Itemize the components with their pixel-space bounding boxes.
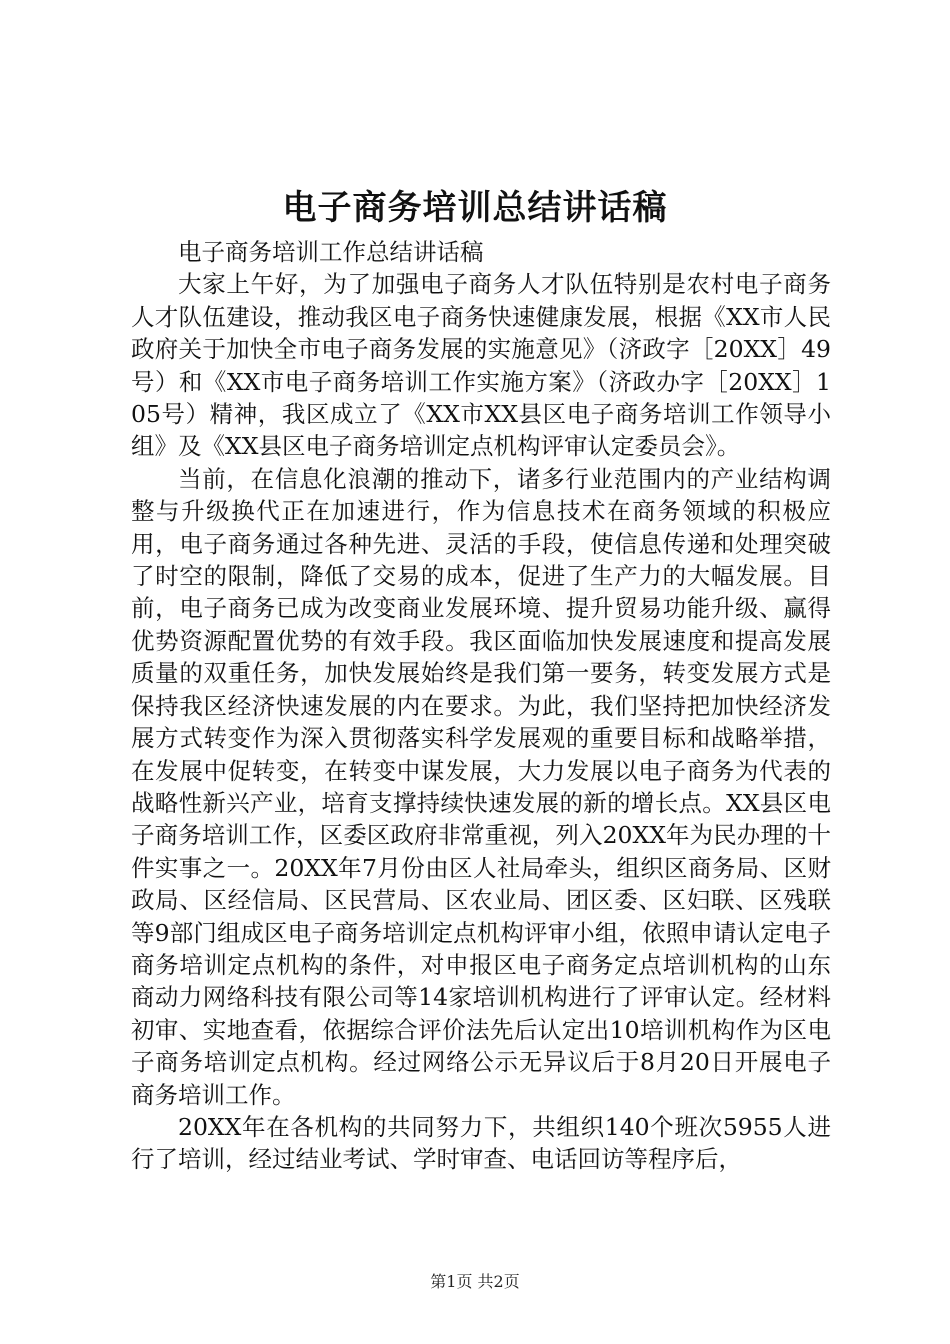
body-paragraph: 当前，在信息化浪潮的推动下，诸多行业范围内的产业结构调整与升级换代正在加速进行，作为信息技术在商务领域的积极应用，电子商务通过各种先进、灵活的手段，使信息传递和处理突破了时空的限制，降低了交易的成本，促进了生产力的大幅发展。目前，电子商务已成为改变商业发展环境、提升贸易功能升级、赢得优势资源配置优势的有效手段。我区面临加快发展速度和提高发展质量的双重任务，加快发展始终是我们第一要务，转变发展方式是保持我区经济快速发展的内在要求。为此，我们坚持把加快经济发展方式转变作为深入贯彻落实科学发展观的重要目标和战略举措，在发展中促转变，在转变中谋发展，大力发展以电子商务为代表的战略性新兴产业，培育支撑持续快速发展的新的增长点。XX县区电子商务培训工作，区委区政府非常重视，列入20XX年为民办理的十件实事之一。20XX年7月份由区人社局牵头，组织区商务局、区财政局、区经信局、区民营局、区农业局、团区委、区妇联、区残联等9部门组成区电子商务培训定点机构评审小组，依照申请认定电子商务培训定点机构的条件，对申报区电子商务定点培训机构的山东商动力网络科技有限公司等14家培训机构进行了评审认定。经材料初审、实地查看，依据综合评价法先后认定出10培训机构作为区电子商务培训定点机构。经过网络公示无异议后于8月20日开展电子商务培训工作。 (131, 464, 831, 1109)
document-title: 电子商务培训总结讲话稿 (282, 188, 668, 228)
page-number-footer: 第1页 共2页 (430, 1272, 520, 1291)
document-body (131, 236, 831, 1176)
subtitle-paragraph: 电子商务培训工作总结讲话稿 (178, 238, 484, 266)
body-paragraph: 大家上午好，为了加强电子商务人才队伍特别是农村电子商务人才队伍建设，推动我区电子商务快速健康发展，根据《XX市人民政府关于加快全市电子商务发展的实施意见》（济政字［20XX］49号）和《XX市电子商务培训工作实施方案》（济政办字［20XX］105号）精神，我区成立了《XX市XX县区电子商务培训工作领导小组》及《XX县区电子商务培训定点机构评审认定委员会》。 (131, 270, 831, 461)
body-paragraph: 20XX年在各机构的共同努力下，共组织140个班次5955人进行了培训，经过结业考试、学时审查、电话回访等程序后， (131, 1112, 831, 1174)
